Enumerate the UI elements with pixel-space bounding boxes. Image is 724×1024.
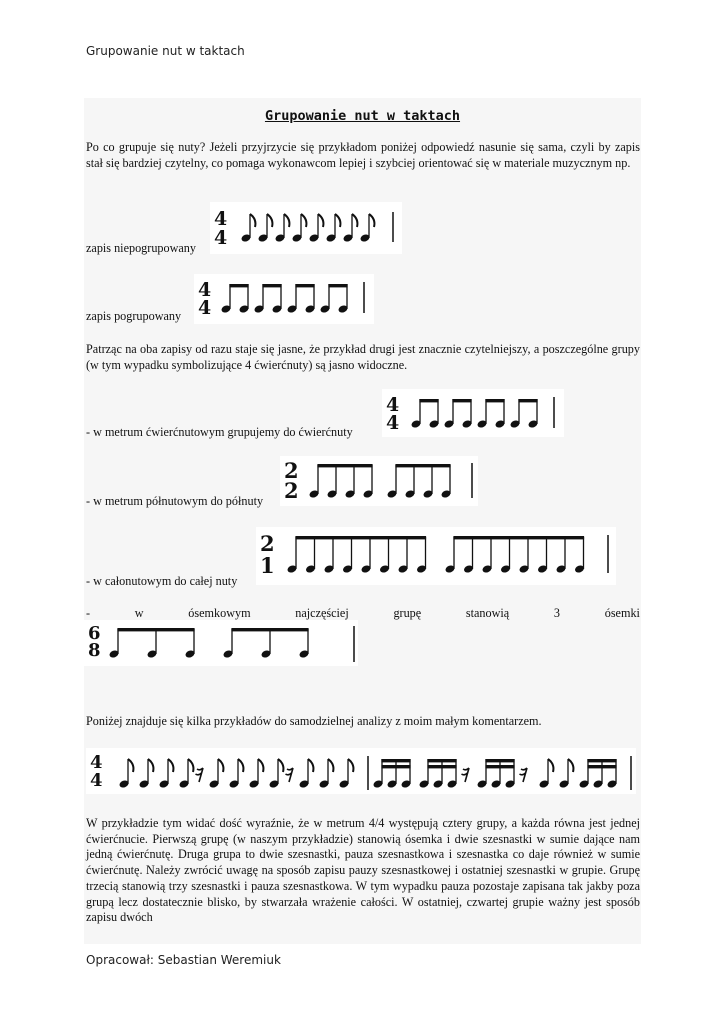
note-flag [318,214,323,227]
sixteenth-rest [196,768,204,782]
note-flag [335,214,340,227]
time-signature-bottom: 1 [260,553,275,578]
whole-meter-label: - w całonutowym do całej nuty [86,574,238,588]
eighth-meter-notation [84,620,358,666]
note-flag [348,759,353,772]
note-beam [229,284,248,287]
note-beam [485,765,514,768]
time-signature-top: 2 [284,458,299,483]
eighth-meter-word: ósemkowym [188,606,251,620]
note-flag [284,214,289,227]
time-signature-bottom: 4 [386,412,400,434]
time-signature-bottom: 4 [198,297,212,319]
note-flag [258,759,263,772]
page-header: Grupowanie nut w taktach [86,44,245,58]
quarter-meter-label: - w metrum ćwierćnutowym grupujemy do ćwierćnuty [86,425,353,439]
note-flag [148,759,153,772]
note-flag [328,759,333,772]
time-signature-top: 2 [260,531,275,556]
analysis-intro-paragraph: Poniżej znajduje się kilka przykładów do samodzielnej analizy z moim małym komentarzem. [86,714,542,728]
sixteenth-rest [520,768,528,782]
page-title: Grupowanie nut w taktach [264,108,461,124]
eighth-meter-word: w [134,606,144,620]
eighth-meter-word: ósemki [604,606,640,620]
time-signature-top: 6 [88,623,101,644]
time-signature-top: 4 [90,752,103,773]
note-beam [295,536,426,539]
note-flag [369,214,374,227]
note-beam [452,399,471,402]
ungrouped-notation [210,202,402,254]
note-flag [352,214,357,227]
quarter-meter-notation [382,389,564,437]
note-beam [231,628,308,631]
note-beam [427,759,456,762]
note-flag [301,214,306,227]
note-flag [278,759,283,772]
note-beam [381,765,410,768]
note-flag [218,759,223,772]
note-flag [548,759,553,772]
note-beam [317,464,372,467]
eighth-meter-word: najczęściej [295,606,349,620]
document-body [84,98,641,944]
analysis-notation [86,748,636,794]
note-beam [485,759,514,762]
note-beam [381,759,410,762]
note-beam [453,536,584,539]
eighth-meter-word: 3 [553,606,561,620]
note-flag [188,759,193,772]
time-signature-bottom: 2 [284,478,299,503]
note-beam [485,399,504,402]
analysis-paragraph: W przykładzie tym widać dość wyraźnie, że w metrum 4/4 występują cztery grupy, a każda równa jest jednej ćwierćnucie. Pierwszą grupę (w naszym przykładzie) stanowią ósemka i dwie szesnastki w sumie dające nam jedną ćwierćnutę. Druga grupa to dwie szesnastki, pauza szesnastkowa i szesnastka co daje również w sumie ćwierćnutę. Należy zwrócić uwagę na sposób zapisu pauzy szesnastkowej i ostatniej szesnastki w grupie. Grupę trzecią stanowią trzy szesnastki i pauza szesnastkowa. W tym wypadku pauza pozostaje zapisana tak jakby poza grupą lecz dostatecznie blisko, by stwarzała wrażenie całości. W ostatniej, czwartej grupie ważny jest sposób zapisu dwóch [86,816,640,925]
note-flag [250,214,255,227]
eighth-meter-label [86,606,640,621]
note-flag [168,759,173,772]
note-flag [568,759,573,772]
time-signature-bottom: 4 [90,770,103,791]
time-signature-top: 4 [214,208,228,230]
note-flag [308,759,313,772]
note-beam [587,765,616,768]
whole-meter-notation [256,527,616,585]
eighth-meter-word: stanowią [465,606,510,620]
eighth-meter-word: - [86,606,91,620]
note-beam [117,628,194,631]
eighth-meter-word: grupę [393,606,422,620]
time-signature-bottom: 4 [214,227,228,249]
note-beam [295,284,314,287]
time-signature-top: 4 [386,394,400,416]
note-beam [427,765,456,768]
sixteenth-rest [462,768,470,782]
grouped-label: zapis pogrupowany [86,309,182,323]
time-signature-top: 4 [198,279,212,301]
grouped-notation [194,274,374,324]
time-signature-bottom: 8 [88,640,101,661]
note-beam [419,399,438,402]
note-flag [128,759,133,772]
note-flag [267,214,272,227]
half-meter-label: - w metrum półnutowym do półnuty [86,494,264,508]
note-beam [587,759,616,762]
comparison-paragraph: Patrząc na oba zapisy od razu staje się jasne, że przykład drugi jest znacznie czytelniejszy, a poszczególne grupy (w tym wypadku symbolizujące 4 ćwierćnuty) są jasno widoczne. [86,342,640,372]
note-beam [518,399,537,402]
note-beam [328,284,347,287]
sixteenth-rest [286,768,294,782]
intro-paragraph: Po co grupuje się nuty? Jeżeli przyjrzycie się przykładom poniżej odpowiedź nasunie się sama, czyli by zapis stał się bardziej czytelny, co pomaga wykonawcom lepiej i szybciej orientować się w materiale muzycznym np. [86,140,640,170]
half-meter-notation [280,456,478,506]
note-beam [395,464,450,467]
ungrouped-label: zapis niepogrupowany [86,241,196,255]
page-footer: Opracował: Sebastian Weremiuk [86,953,281,967]
note-flag [238,759,243,772]
note-beam [262,284,281,287]
